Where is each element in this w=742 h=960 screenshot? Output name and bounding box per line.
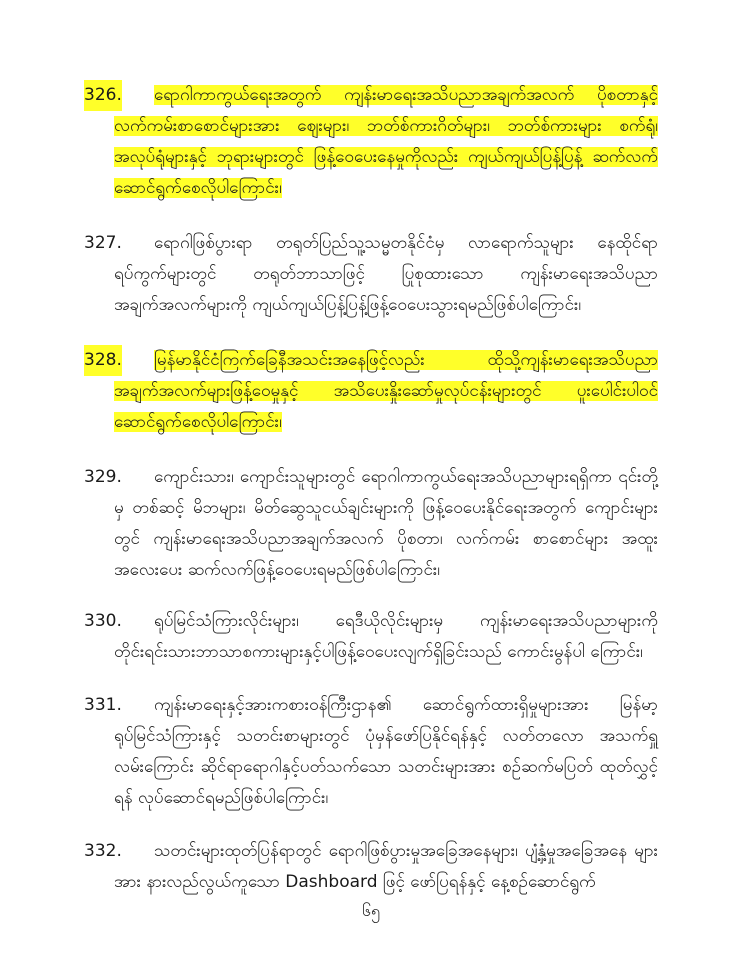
paragraph-text-highlighted: ရောဂါကာကွယ်ရေးအတွက် ကျန်းမာရေးအသိပညာအချက်အလက် ပိုစတာနှင့် လက်ကမ်းစာစောင်များအား ဈေးများ၊ ဘတ်စ်ကားဂိတ်များ၊ ဘတ်စ်ကားများ စက်ရုံ၊ အလုပ်ရုံများနှင့် ဘုရားများတွင် ဖြန့်ဝေပေးနေမှုကိုလည်း ကျယ်ကျယ်ပြန့်ပြန့် ဆက်လက် ဆောင်ရွက်စေလိုပါကြောင်း၊	[114, 85, 658, 198]
paragraph-number: 328.	[84, 345, 122, 376]
paragraph-text: ကျန်းမာရေးနှင့်အားကစားဝန်ကြီးဌာန၏ ဆောင်ရွက်ထားရှိမှုများအား မြန်မာ့ရုပ်မြင်သံကြားနှင့် သတင်းစာများတွင် ပုံမှန်ဖော်ပြနိုင်ရန်နှင့် လတ်တလော အသက်ရှူလမ်းကြောင်း ဆိုင်ရာရောဂါနှင့်ပတ်သက်သော သတင်းများအား စဉ်ဆက်မပြတ် ထုတ်လွှင့်ရန် လုပ်ဆောင်ရမည်ဖြစ်ပါကြောင်း၊	[114, 695, 658, 808]
paragraph-text: ရုပ်မြင်သံကြားလိုင်းများ၊ ရေဒီယိုလိုင်းများမှ ကျန်းမာရေးအသိပညာများကို တိုင်းရင်းသားဘာသာစကားများနှင့်ပါဖြန့်ဝေပေးလျက်ရှိခြင်းသည် ကောင်းမွန်ပါ ကြောင်း၊	[114, 611, 658, 662]
paragraph-number: 332.	[84, 841, 122, 861]
paragraph-number: 330.	[84, 611, 122, 631]
paragraph-text: ရောဂါဖြစ်ပွားရာ တရုတ်ပြည်သူ့သမ္မတနိုင်ငံမှ လာရောက်သူများ နေထိုင်ရာ ရပ်ကွက်များတွင် တရုတ်ဘာသာဖြင့် ပြုစုထားသော ကျန်းမာရေးအသိပညာ အချက်အလက်များကို ကျယ်ကျယ်ပြန့်ပြန့်ဖြန့်ဝေပေးသွားရမည်ဖြစ်ပါကြောင်း၊	[114, 233, 658, 315]
paragraph-text: ကျောင်းသား၊ ကျောင်းသူများတွင် ရောဂါကာကွယ်ရေးအသိပညာများရရှိကာ ၎င်းတို့ မှ တစ်ဆင့် မိဘများ၊ မိတ်ဆွေသူငယ်ချင်းများကို ဖြန့်ဝေပေးနိုင်ရေးအတွက် ကျောင်းများတွင် ကျန်းမာရေးအသိပညာအချက်အလက် ပိုစတာ၊ လက်ကမ်း စာစောင်များ အထူးအလေးပေး ဆက်လက်ဖြန့်ဝေပေးရမည်ဖြစ်ပါကြောင်း၊	[114, 467, 658, 580]
paragraph-text-highlighted: မြန်မာနိုင်ငံကြက်ခြေနီအသင်းအနေဖြင့်လည်း ထိုသို့ကျန်းမာရေးအသိပညာ အချက်အလက်များဖြန့်ဝေမှုနှင့် အသိပေးနှိုးဆော်မှုလုပ်ငန်းများတွင် ပူးပေါင်းပါဝင် ဆောင်ရွက်စေလိုပါကြောင်း၊	[114, 350, 658, 432]
page-number: ၆၅	[362, 901, 380, 920]
paragraph-text: သတင်းများထုတ်ပြန်ရာတွင် ရောဂါဖြစ်ပွားမှုအခြေအနေများ၊ ပျံ့နှံ့မှုအခြေအနေ များအား နားလည်လွယ်ကူသော Dashboard ဖြင့် ဖော်ပြရန်နှင့် နေ့စဉ်ဆောင်ရွက်	[114, 841, 658, 892]
paragraph-328	[84, 345, 658, 438]
paragraph-331	[84, 690, 658, 814]
paragraph-332	[84, 836, 658, 898]
paragraph-329	[84, 462, 658, 586]
paragraph-330	[84, 606, 658, 668]
paragraph-number: 331.	[84, 695, 122, 715]
paragraph-326	[84, 80, 658, 204]
paragraph-number: 329.	[84, 467, 122, 487]
paragraph-327	[84, 228, 658, 321]
paragraph-number: 327.	[84, 233, 122, 253]
document-page	[84, 80, 658, 898]
paragraph-number: 326.	[84, 80, 122, 111]
